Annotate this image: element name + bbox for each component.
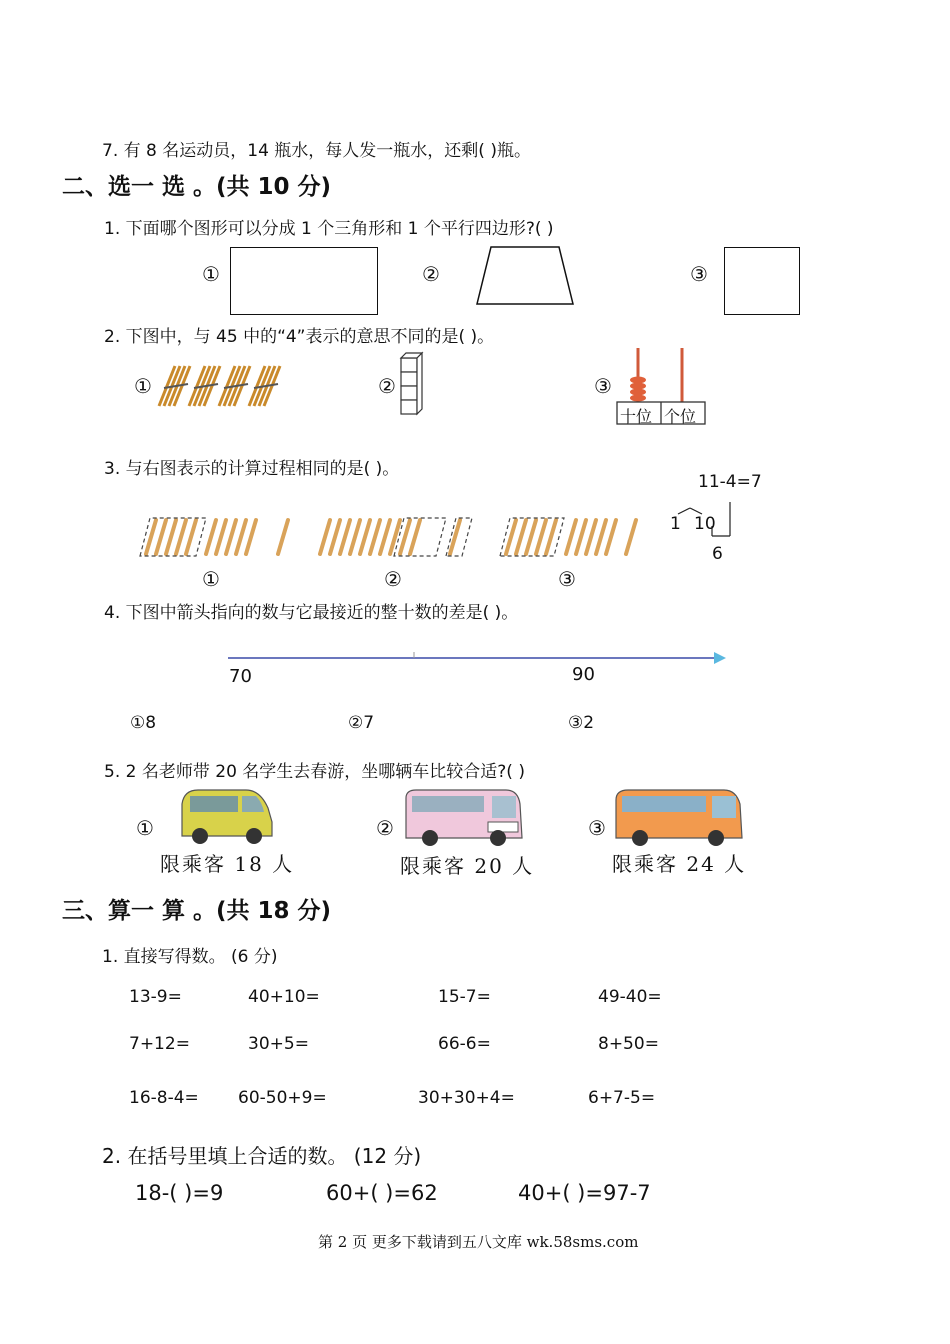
calc-item: 49-40= <box>598 987 662 1007</box>
number-line-arrow <box>228 648 728 668</box>
bus-label-2: 限乘客 20 人 <box>400 854 535 878</box>
trapezoid-shape <box>475 246 575 306</box>
rectangle-shape <box>230 247 378 315</box>
calc-item: 15-7= <box>438 987 491 1007</box>
s2-q5-text: 5. 2 名老师带 20 名学生去春游，坐哪辆车比较合适?( ) <box>104 762 525 782</box>
s2-q1-option-2: ② <box>422 262 440 286</box>
calc-item: 8+50= <box>598 1034 659 1054</box>
calc-item: 6+7-5= <box>588 1088 656 1108</box>
s3-q1-text: 1. 直接写得数。 (6 分) <box>102 947 278 967</box>
calc-item: 66-6= <box>438 1034 491 1054</box>
q3-split-left: 1 <box>670 514 681 534</box>
q3-result: 6 <box>712 544 723 564</box>
s2-q5-option-2: ② <box>376 816 394 840</box>
axis-label-70: 70 <box>229 666 252 687</box>
abacus-label-ones: 个位 <box>664 407 697 426</box>
s2-q5-option-3: ③ <box>588 816 606 840</box>
bus-pink-image <box>402 786 526 848</box>
q3-split-right: 10 <box>694 514 716 534</box>
q3-equation: 11-4=7 <box>698 472 762 492</box>
axis-label-90: 90 <box>572 664 595 685</box>
s2-q1-option-1: ① <box>202 262 220 286</box>
calc-item: 16-8-4= <box>129 1088 199 1108</box>
square-shape <box>724 247 800 315</box>
question-7: 7. 有 8 名运动员，14 瓶水，每人发一瓶水，还剩( )瓶。 <box>102 141 531 161</box>
s2-q1-option-3: ③ <box>690 262 708 286</box>
calc-item: 30+5= <box>248 1034 309 1054</box>
s2-q1-text: 1. 下面哪个图形可以分成 1 个三角形和 1 个平行四边形?( ) <box>104 219 554 239</box>
s2-q3-option-2: ② <box>384 567 402 591</box>
bus-label-3: 限乘客 24 人 <box>612 852 747 876</box>
fill-item: 18-( )=9 <box>135 1181 224 1205</box>
stick-bundles-image <box>158 362 282 412</box>
s2-q3-option-3: ③ <box>558 567 576 591</box>
s2-q4-choice-2: ②7 <box>348 713 375 733</box>
section-3-title: 三、算一 算 。(共 18 分) <box>62 898 332 924</box>
bus-orange-image <box>612 786 746 848</box>
calc-item: 30+30+4= <box>418 1088 515 1108</box>
page-footer: 第 2 页 更多下载请到五八文库 wk.58sms.com <box>318 1233 639 1251</box>
van-image <box>176 786 276 846</box>
s2-q2-option-3: ③ <box>594 374 612 398</box>
abacus-label-tens: 十位 <box>620 407 653 426</box>
s2-q4-choice-1: ①8 <box>130 713 157 733</box>
calc-item: 60-50+9= <box>238 1088 327 1108</box>
s2-q4-text: 4. 下图中箭头指向的数与它最接近的整十数的差是( )。 <box>104 603 519 623</box>
section-2-title: 二、选一 选 。(共 10 分) <box>62 174 332 200</box>
s2-q4-choice-3: ③2 <box>568 713 595 733</box>
calc-item: 7+12= <box>129 1034 190 1054</box>
s2-q2-option-2: ② <box>378 374 396 398</box>
fill-item: 40+( )=97-7 <box>518 1181 651 1205</box>
sticks-groups-image <box>130 514 650 560</box>
s3-q2-text: 2. 在括号里填上合适的数。 (12 分) <box>102 1144 422 1168</box>
fill-item: 60+( )=62 <box>326 1181 438 1205</box>
s2-q3-text: 3. 与右图表示的计算过程相同的是( )。 <box>104 459 400 479</box>
cube-stack-image <box>400 352 424 418</box>
s2-q5-option-1: ① <box>136 816 154 840</box>
calc-item: 40+10= <box>248 987 320 1007</box>
calc-item: 13-9= <box>129 987 182 1007</box>
s2-q3-option-1: ① <box>202 567 220 591</box>
s2-q2-text: 2. 下图中，与 45 中的“4”表示的意思不同的是( )。 <box>104 327 495 347</box>
bus-label-1: 限乘客 18 人 <box>160 852 295 876</box>
s2-q2-option-1: ① <box>134 374 152 398</box>
